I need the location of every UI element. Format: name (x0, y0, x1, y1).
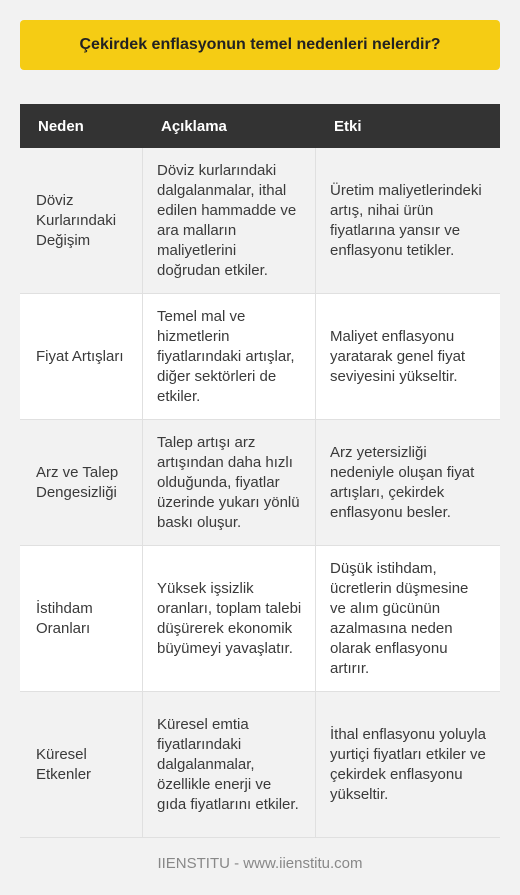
table-row (20, 148, 500, 294)
cell-effect: Üretim maliyetlerindeki artış, nihai ürün fiyatlarına yansır ve enflasyonu tetikler. (330, 181, 482, 259)
page-title: Çekirdek enflasyonun temel nedenleri nelerdir? (20, 20, 500, 70)
cell-effect: Maliyet enflasyonu yaratarak genel fiyat seviyesini yükseltir. (330, 327, 466, 385)
table-row (20, 294, 500, 420)
column-header-cause: Neden (38, 117, 84, 135)
column-header-description: Açıklama (161, 117, 227, 135)
table-row (20, 420, 500, 546)
cell-cause: İstihdam Oranları (20, 546, 143, 691)
cell-description: Talep artışı arz artışından daha hızlı olduğunda, fiyatlar üzerinde yukarı yönlü baskı oluşur. (143, 420, 316, 545)
cell-cause: Arz ve Talep Dengesizliği (20, 420, 143, 545)
causes-table (20, 104, 500, 838)
footer-credit: IIENSTITU - www.iienstitu.com (157, 855, 363, 872)
cell-cause: Küresel Etkenler (20, 692, 143, 837)
column-header-effect: Etki (334, 117, 362, 135)
cell-effect: Arz yetersizliği nedeniyle oluşan fiyat artışları, çekirdek enflasyonu besler. (330, 443, 475, 521)
table-row (20, 692, 500, 838)
cell-effect: Düşük istihdam, ücretlerin düşmesine ve alım gücünün azalmasına neden olarak enflasyonu artırır. (330, 559, 469, 677)
cell-description: Temel mal ve hizmetlerin fiyatlarındaki artışlar, diğer sektörleri de etkiler. (143, 294, 316, 419)
cell-cause: Döviz Kurlarındaki Değişim (20, 148, 143, 293)
cell-effect: İthal enflasyonu yoluyla yurtiçi fiyatları etkiler ve çekirdek enflasyonu yükseltir. (330, 725, 486, 803)
cell-description: Döviz kurlarındaki dalgalanmalar, ithal edilen hammadde ve ara malların maliyetlerini doğrudan etkiler. (143, 148, 316, 293)
cell-description: Küresel emtia fiyatlarındaki dalgalanmalar, özellikle enerji ve gıda fiyatlarını etkiler. (143, 692, 316, 837)
cell-description: Yüksek işsizlik oranları, toplam talebi düşürerek ekonomik büyümeyi yavaşlatır. (143, 546, 316, 691)
table-row (20, 546, 500, 692)
cell-cause: Fiyat Artışları (20, 294, 143, 419)
table-header (20, 104, 500, 148)
